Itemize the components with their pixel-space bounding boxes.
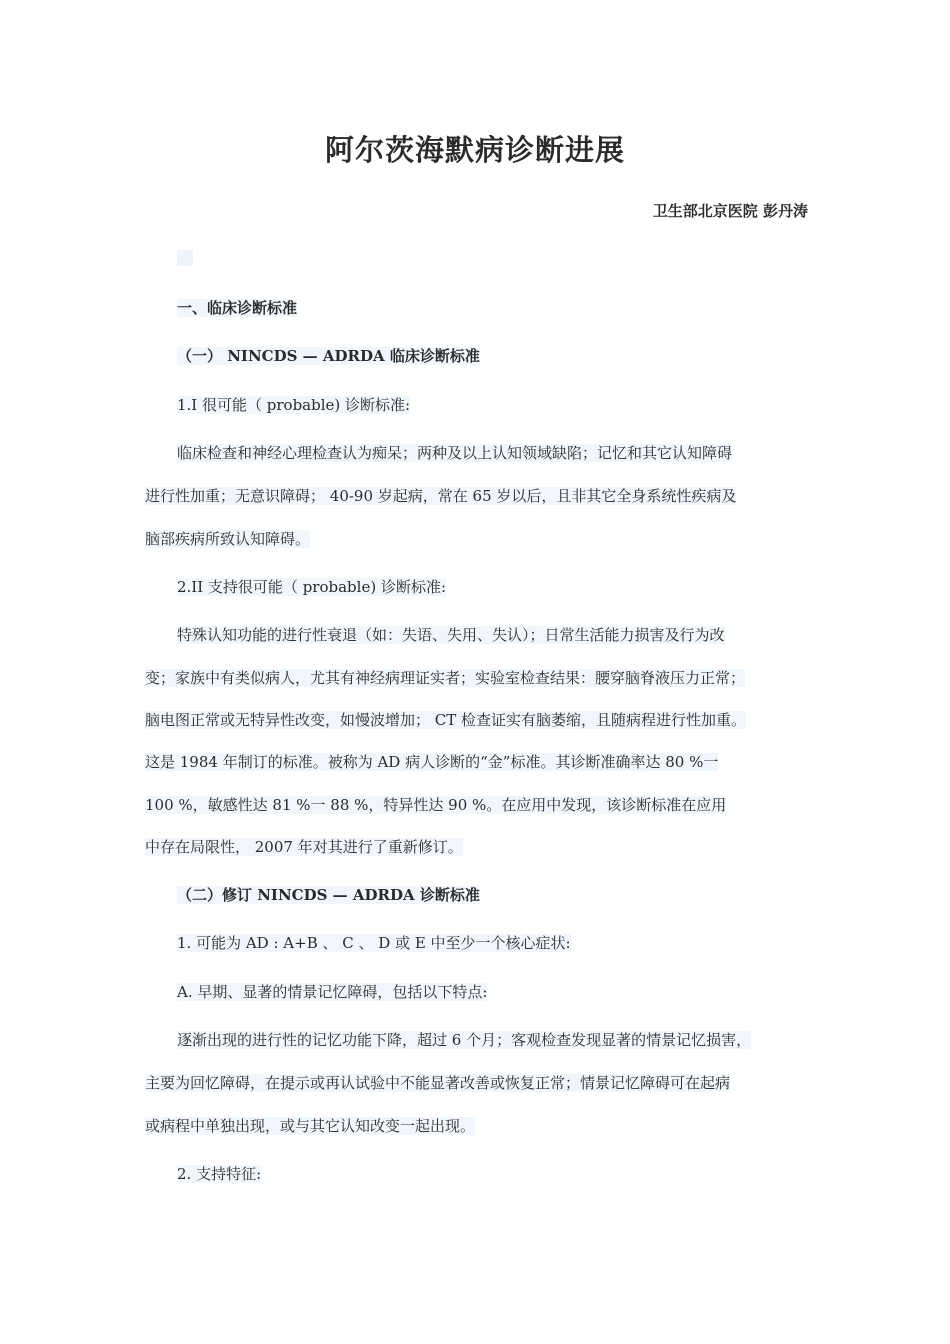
document-title: 阿尔茨海默病诊断进展 [324, 133, 625, 167]
paragraph-line: 中存在局限性， 2007 年对其进行了重新修订。 [145, 838, 463, 856]
paragraph-line: 这是 1984 年制订的标准。被称为 AD 病人诊断的“金”标准。其诊断准确率达 80 %一 [145, 753, 719, 771]
paragraph-line: 特殊认知功能的进行性衰退（如：失语、失用、失认）；日常生活能力损害及行为改 [177, 626, 725, 644]
item-heading: A. 早期、显著的情景记忆障碍，包括以下特点: [177, 983, 488, 1001]
paragraph-line: 变；家族中有类似病人，尤其有神经病理证实者；实验室检查结果：腰穿脑脊液压力正常； [145, 669, 746, 687]
section-heading: 一、临床诊断标准 [177, 299, 298, 317]
paragraph-line: 脑电图正常或无特异性改变，如慢波增加； CT 检查证实有脑萎缩，且随病程进行性加重。 [145, 711, 747, 729]
paragraph-line: 脑部疾病所致认知障碍。 [145, 530, 311, 548]
item-heading: 1. 可能为 AD : A+B 、 C 、 D 或 E 中至少一个核心症状: [177, 934, 571, 952]
item-heading: 2.II 支持很可能（ probable) 诊断标准: [177, 578, 446, 596]
paragraph-line: 主要为回忆障碍，在提示或再认试验中不能显著改善或恢复正常；情景记忆障碍可在起病 [145, 1074, 731, 1092]
paragraph-line: 临床检查和神经心理检查认为痴呆；两种及以上认知领域缺陷；记忆和其它认知障碍 [177, 444, 733, 462]
empty-paragraph-mark [177, 250, 193, 266]
item-heading: 1.I 很可能（ probable) 诊断标准: [177, 396, 411, 414]
paragraph-line: 逐渐出现的进行性的记忆功能下降，超过 6 个月；客观检查发现显著的情景记忆损害， [177, 1031, 752, 1049]
paragraph-line: 100 %，敏感性达 81 %一 88 %，特异性达 90 %。在应用中发现，该诊断标准在应用 [145, 796, 727, 814]
subsection-heading: （二）修订 NINCDS — ADRDA 诊断标准 [177, 886, 480, 904]
author-line: 卫生部北京医院 彭丹涛 [652, 202, 808, 220]
paragraph-line: 或病程中单独出现，或与其它认知改变一起出现。 [145, 1117, 476, 1135]
subsection-heading: （一） NINCDS — ADRDA 临床诊断标准 [177, 347, 480, 365]
paragraph-line: 进行性加重；无意识障碍； 40-90 岁起病，常在 65 岁以后，且非其它全身系统性疾病及 [145, 487, 737, 505]
item-heading: 2. 支持特征: [177, 1165, 262, 1183]
